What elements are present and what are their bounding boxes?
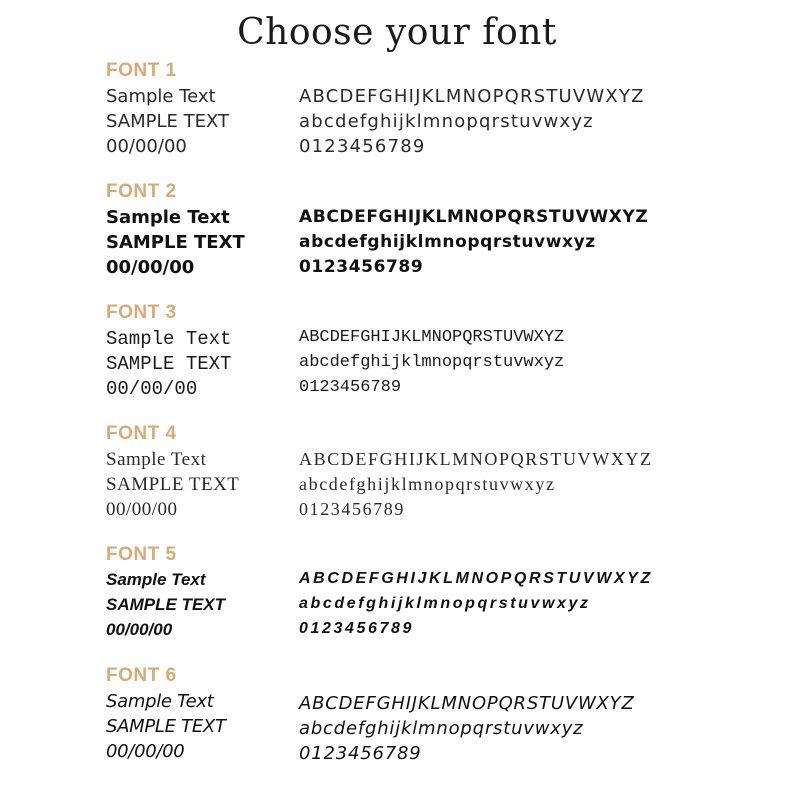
lowercase-alphabet: abcdefghijklmnopqrstuvwxyz [299, 718, 584, 739]
digits: 0123456789 [299, 743, 422, 764]
uppercase-alphabet: ABCDEFGHIJKLMNOPQRSTUVWXYZ [299, 86, 645, 107]
digits: 0123456789 [299, 378, 402, 397]
lowercase-alphabet: abcdefghijklmnopqrstuvwxyz [299, 111, 594, 132]
digits: 0123456789 [299, 620, 414, 637]
uppercase-alphabet: ABCDEFGHIJKLMNOPQRSTUVWXYZ [299, 328, 565, 347]
font-option-4[interactable] [0, 423, 794, 541]
font-label: FONT 2 [106, 181, 177, 202]
font-label: FONT 1 [106, 60, 177, 81]
uppercase-alphabet: ABCDEFGHIJKLMNOPQRSTUVWXYZ [299, 693, 635, 714]
sample-text-upper: SAMPLE TEXT [106, 353, 232, 375]
digits: 0123456789 [299, 257, 424, 277]
font-option-1[interactable] [0, 60, 794, 178]
sample-text-mixed: Sample Text [106, 691, 214, 712]
lowercase-alphabet: abcdefghijklmnopqrstuvwxyz [299, 232, 596, 252]
font-option-5[interactable] [0, 544, 794, 662]
sample-text-mixed: Sample Text [106, 570, 206, 589]
sample-text-upper: SAMPLE TEXT [106, 474, 240, 495]
sample-text-upper: SAMPLE TEXT [106, 111, 229, 132]
digits: 0123456789 [299, 499, 405, 519]
sample-text-mixed: Sample Text [106, 86, 216, 107]
uppercase-alphabet: ABCDEFGHIJKLMNOPQRSTUVWXYZ [299, 207, 649, 227]
sample-date: 00/00/00 [106, 741, 185, 762]
lowercase-alphabet: abcdefghijklmnopqrstuvwxyz [299, 474, 556, 494]
font-label: FONT 6 [106, 665, 177, 686]
font-label: FONT 5 [106, 544, 177, 565]
sample-text-upper: SAMPLE TEXT [106, 595, 226, 614]
sample-text-upper: SAMPLE TEXT [106, 716, 226, 737]
page-title: Choose your font [237, 12, 557, 53]
font-option-3[interactable] [0, 302, 794, 420]
font-label: FONT 3 [106, 302, 177, 323]
sample-date: 00/00/00 [106, 257, 195, 278]
sample-date: 00/00/00 [106, 378, 198, 400]
sample-text-mixed: Sample Text [106, 449, 207, 470]
font-option-6[interactable] [0, 665, 794, 783]
sample-date: 00/00/00 [106, 499, 178, 520]
sample-text-mixed: Sample Text [106, 207, 230, 228]
font-label: FONT 4 [106, 423, 177, 444]
uppercase-alphabet: ABCDEFGHIJKLMNOPQRSTUVWXYZ [299, 449, 653, 469]
lowercase-alphabet: abcdefghijklmnopqrstuvwxyz [299, 595, 591, 612]
lowercase-alphabet: abcdefghijklmnopqrstuvwxyz [299, 353, 565, 372]
sample-text-mixed: Sample Text [106, 328, 232, 350]
uppercase-alphabet: ABCDEFGHIJKLMNOPQRSTUVWXYZ [299, 570, 653, 587]
digits: 0123456789 [299, 136, 426, 157]
sample-date: 00/00/00 [106, 136, 187, 157]
sample-text-upper: SAMPLE TEXT [106, 232, 245, 253]
font-option-2[interactable] [0, 181, 794, 299]
sample-date: 00/00/00 [106, 620, 173, 639]
